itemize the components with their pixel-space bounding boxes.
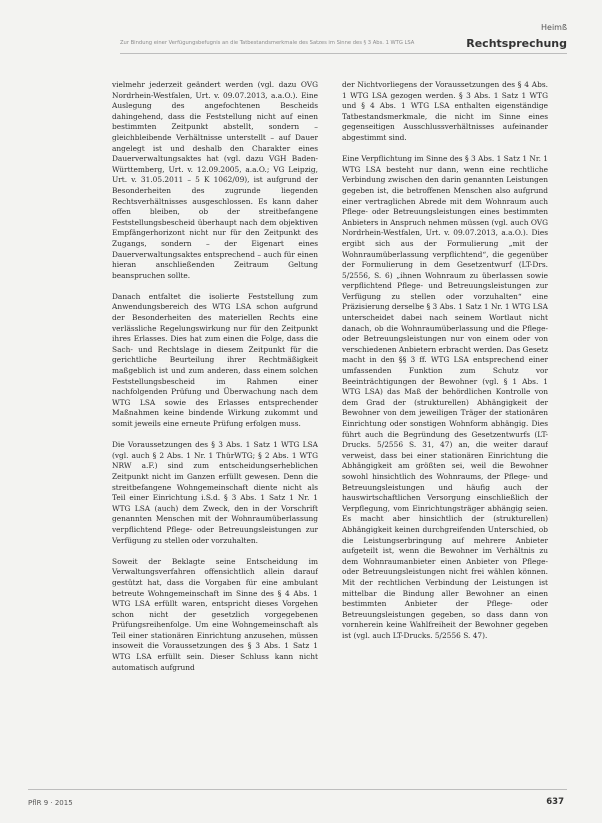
footer-divider: [28, 789, 567, 790]
body-paragraph: Eine Verpflichtung im Sinne des § 3 Abs. 1 Satz 1 Nr. 1 WTG LSA besteht nur dann, wenn eine rechtliche Verbindung zwischen den darin genannten Leistungen gegeben ist, die betroffenen Menschen also aufgrund einer vertraglichen Abrede mit dem Wohnraum auch Pflege- oder Betreuungsleistungen eines bestimmten Anbieters in Anspruch nehmen müssen (vgl. auch OVG Nordrhein-Westfalen, Urt. v. 09.07.2013, a.a.O.). Dies ergibt sich aus der Formulierung „mit der Wohnraumüberlassung verpflichtend“, die gegenüber der Formulierung in dem Gesetzentwurf (LT-Drs. 5/2556, S. 6) „ihnen Wohnraum zu überlassen sowie verpflichtend Pflege- und Betreuungsleistungen zur Verfügung zu stellen oder vorzuhalten“ eine Präzisierung derselbe § 3 Abs. 1 Satz 1 Nr. 1 WTG LSA unterscheidet dabei nach seinem Wortlaut nicht danach, ob die Wohnraumüberlassung und die Pflege- oder Betreuungsleistungen nur von einem oder von verschiedenen Anbietern erbracht werden. Das Gesetz macht in den §§ 3 ff. WTG LSA entsprechend einer umfassenden Funktion zum Schutz vor Beeinträchtigungen der Bewohner (vgl. § 1 Abs. 1 WTG LSA) das Maß der behördlichen Kontrolle von dem Grad der (strukturellen) Abhängigkeit der Bewohner von dem jeweiligen Träger der stationären Einrichtung oder sonstigen Wohnform abhängig. Dies führt auch die Begründung des Gesetzentwurfs (LT-Drucks. 5/2556 S. 31, 47) an, die weiter darauf verweist, dass bei einer stationären Einrichtung die Abhängigkeit am größten sei, weil die Bewohner sowohl hinsichtlich des Wohnraums, der Pflege- und Betreuungsleistungen und häufig auch der hauswirtschaftlichen Versorgung einschließlich der Verpflegung, vom Einrichtungsträger abhängig seien. Es macht aber hinsichtlich der (strukturellen) Abhängigkeit keinen durchgreifenden Unterschied, ob die Leistungserbringung auf mehrere Anbieter aufgeteilt ist, wenn die Bewohner im Verhältnis zu dem Wohnraumanbieter einen Anbieter von Pflege- oder Betreuungsleistungen nicht frei wählen können. Mit der rechtlichen Verbindung der Leistungen ist mittelbar die Bindung aller Bewohner an einen bestimmten Anbieter der Pflege- oder Betreuungsleistungen gegeben, so dass dann von vornherein keine Wahlfreiheit der Bewohner gegeben ist (vgl. auch LT-Drucks. 5/2556 S. 47).: [342, 154, 548, 640]
page-footer: [0, 783, 602, 823]
rubric-label: Rechtsprechung: [466, 37, 567, 50]
page-number: 637: [546, 797, 564, 807]
header-divider: [120, 53, 567, 54]
body-paragraph: Danach entfaltet die isolierte Feststellung zum Anwendungsbereich des WTG LSA schon aufgrund der Besonderheiten des materiellen Rechts eine verlässliche Regelungswirkung nur für den Zeitpunkt ihres Erlasses. Dies hat zum einen die Folge, dass die Sach- und Rechtslage in diesem Zeitpunkt für die gerichtliche Beurteilung ihrer Rechtmäßigkeit maßgeblich ist und zum anderen, dass einem solchen Feststellungsbescheid im Rahmen einer nachfolgenden Prüfung und Überwachung nach dem WTG LSA sowie des Erlasses entsprechender Maßnahmen keine bindende Wirkung zukommt und somit jeweils eine erneute Prüfung erfolgen muss.: [112, 291, 318, 428]
running-title: Zur Bindung einer Verfügungsbefugnis an die Tatbestandsmerkmale des Satzes im Sinne des § 3 Abs. 1 WTG LSA: [120, 40, 415, 46]
section-tag: Heimß: [541, 23, 567, 32]
body-paragraph: der Nichtvorliegens der Voraussetzungen des § 4 Abs. 1 WTG LSA gezogen werden. § 3 Abs. 1 Satz 1 WTG und § 4 Abs. 1 WTG LSA enthalten eigenständige Tatbestandsmerkmale, die nicht im Sinne eines gegenseitigen Ausschlussverhältnisses aufeinander abgestimmt sind.: [342, 80, 548, 142]
left-column: [112, 80, 318, 800]
right-column: [342, 80, 548, 800]
body-paragraph: Die Voraussetzungen des § 3 Abs. 1 Satz 1 WTG LSA (vgl. auch § 2 Abs. 1 Nr. 1 ThürWTG; § 2 Abs. 1 WTG NRW a.F.) sind zum entscheidungserheblichen Zeitpunkt nicht im Ganzen erfüllt gewesen. Denn die streitbefangene Wohngemeinschaft diente nicht als Teil einer Einrichtung i.S.d. § 3 Abs. 1 Satz 1 Nr. 1 WTG LSA (auch) dem Zweck, den in der Vorschrift genannten Menschen mit der Wohnraumüberlassung verpflichtend Pflege- oder Betreuungsleistungen zur Verfügung zu stellen oder vorzuhalten.: [112, 440, 318, 545]
page-header: [0, 0, 602, 70]
body-paragraph: Soweit der Beklagte seine Entscheidung im Verwaltungsverfahren offensichtlich allein darauf gestützt hat, dass die Vorgaben für eine ambulant betreute Wohngemeinschaft im Sinne des § 4 Abs. 1 WTG LSA erfüllt waren, entspricht dieses Vorgehen schon nicht der gesetzlich vorgegebenen Prüfungsreihenfolge. Um eine Wohngemeinschaft als Teil einer stationären Einrichtung anzusehen, müssen insoweit die Voraussetzungen des § 3 Abs. 1 Satz 1 WTG LSA erfüllt sein. Dieser Schluss kann nicht automatisch aufgrund: [112, 556, 318, 672]
journal-reference: PflR 9 · 2015: [28, 799, 73, 807]
body-paragraph: vielmehr jederzeit geändert werden (vgl. dazu OVG Nordrhein-Westfalen, Urt. v. 09.07.2013, a.a.O.). Eine Auslegung des angefochtenen Bescheids dahingehend, dass die Feststellung nicht auf einen bestimmten Zeitpunkt abstellt, sondern – gleichbleibende Verhältnisse unterstellt – auf Dauer angelegt ist und deshalb den Charakter eines Dauerverwaltungsaktes hat (vgl. dazu VGH Baden-Württemberg, Urt. v. 12.09.2005, a.a.O.; VG Leipzig, Urt. v. 31.05.2011 – 5 K 1062/09), ist aufgrund der Besonderheiten des zugrunde liegenden Rechtsverhältnisses ausgeschlossen. Es kann daher offen bleiben, ob der streitbefangene Feststellungsbescheid überhaupt nach dem objektiven Empfängerhorizont nicht nur für den Zeitpunkt des Zugangs, sondern – der Eigenart eines Dauerverwaltungsaktes entsprechend – auch für einen hieran anschließenden Zeitraum Geltung beanspruchen sollte.: [112, 80, 318, 280]
